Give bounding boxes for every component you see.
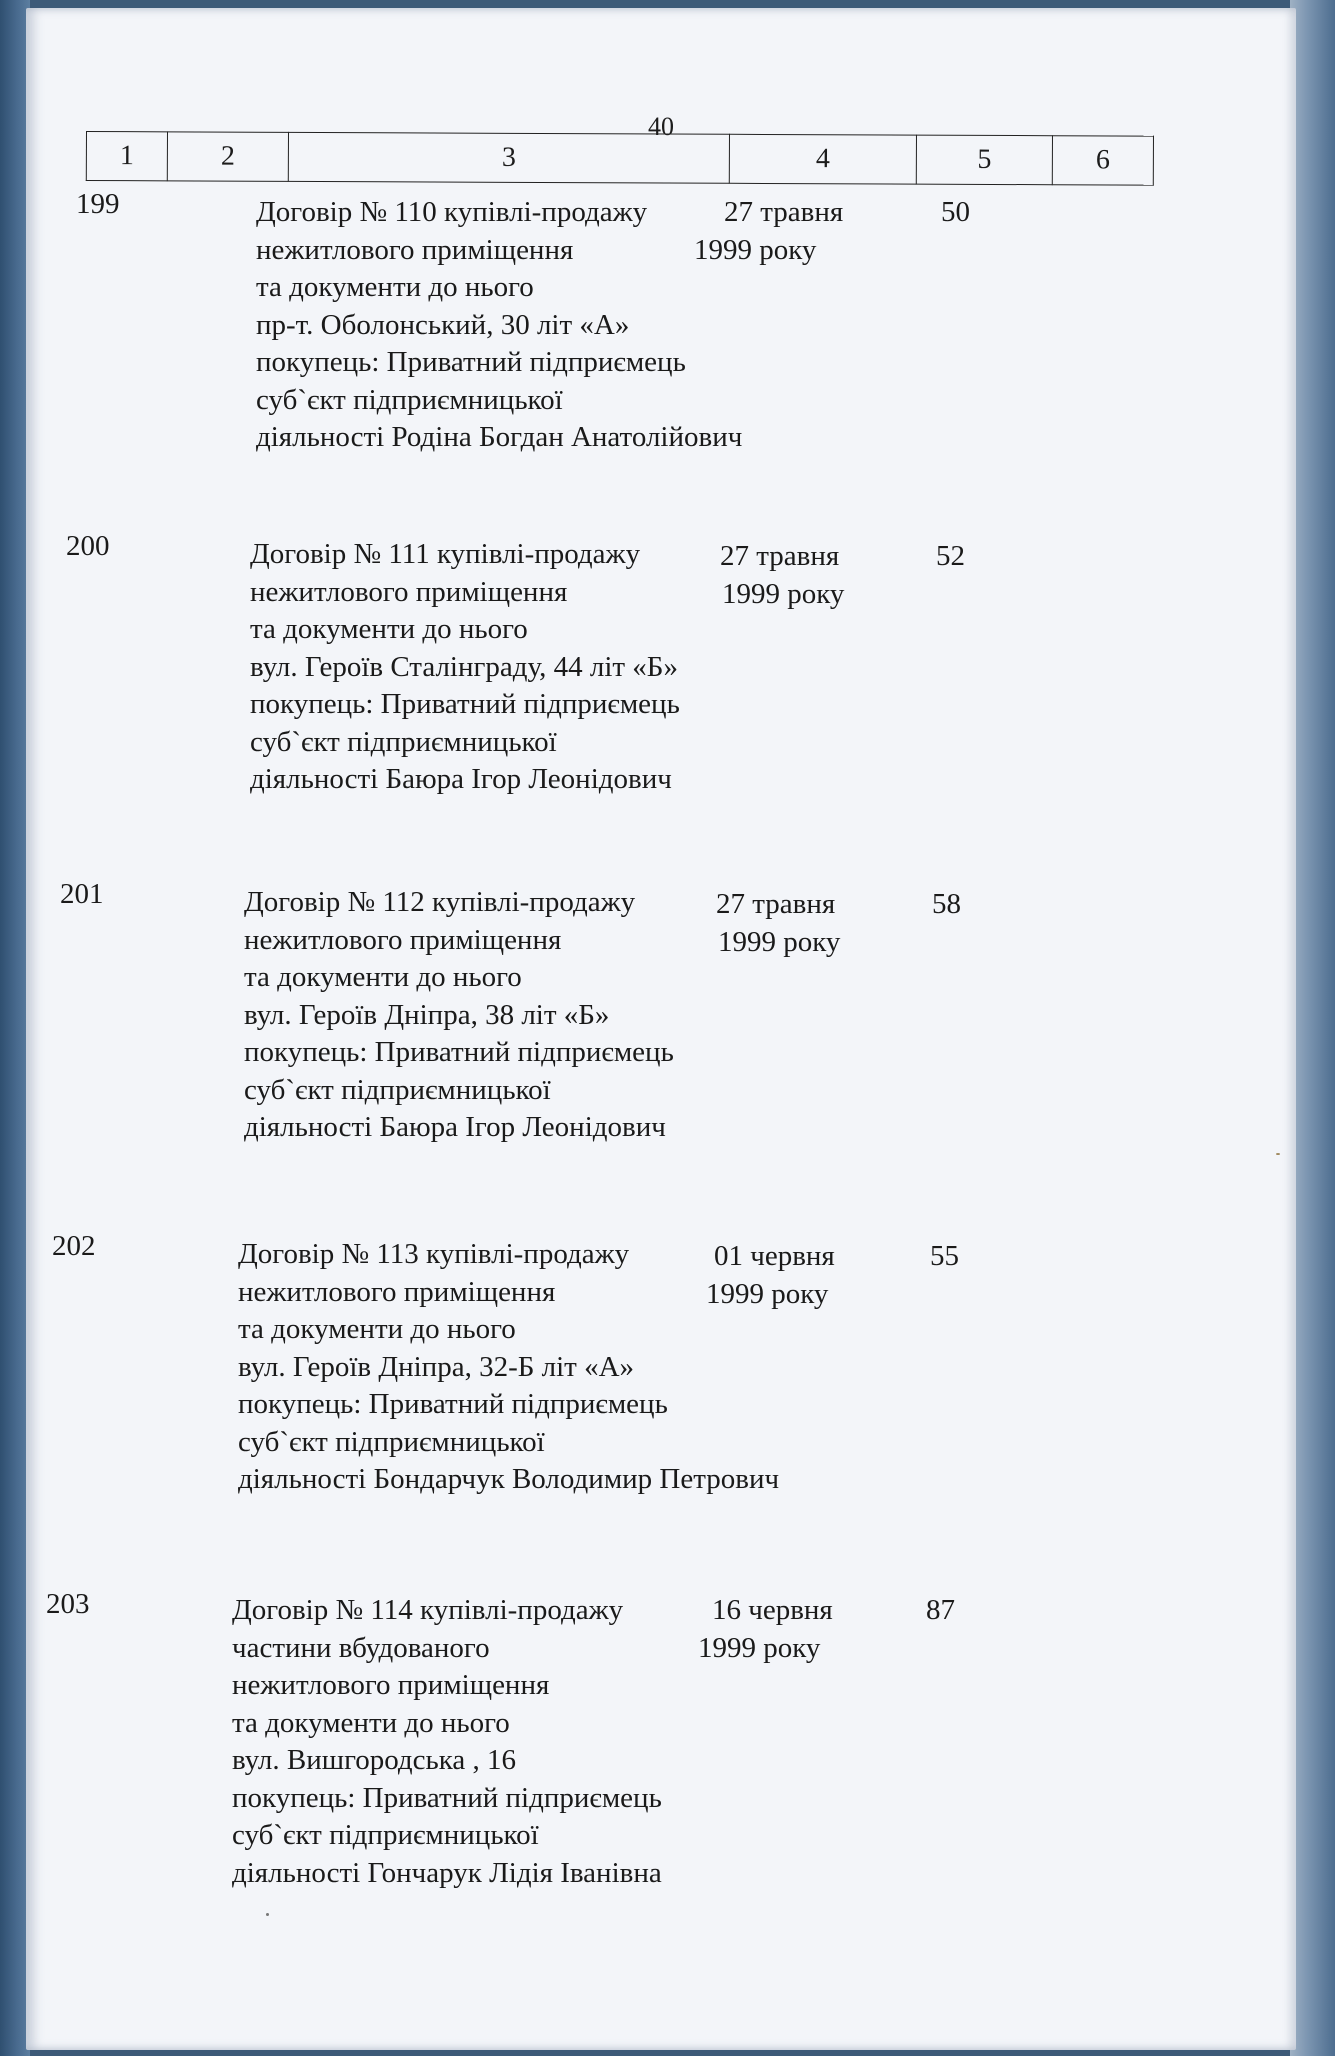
- description-line: покупець: Приватний підприємець: [250, 688, 680, 720]
- entry-pages: 58: [932, 888, 961, 920]
- entry-description: [256, 194, 742, 457]
- column-header-4: 4: [729, 134, 916, 184]
- entry-number: 200: [66, 530, 110, 562]
- entry-pages: 52: [936, 540, 965, 572]
- entry-date: [716, 886, 840, 961]
- paper-speck: [266, 1913, 269, 1916]
- description-line: та документи до нього: [250, 613, 528, 645]
- column-header-6: 6: [1052, 136, 1153, 185]
- entry-date-year: 1999 року: [718, 925, 841, 958]
- description-line: покупець: Приватний підприємець: [238, 1388, 668, 1420]
- description-line: нежитлового приміщення: [256, 233, 574, 266]
- description-line: Договір № 111 купівлі-продажу: [250, 538, 641, 570]
- column-header-1: 1: [86, 132, 167, 181]
- description-line: діяльності Бондарчук Володимир Петрович: [238, 1463, 780, 1495]
- description-line: та документи до нього: [244, 961, 522, 993]
- entry-description: [232, 1592, 662, 1892]
- column-header-table: [86, 131, 1154, 186]
- description-line: суб`єкт підприємницької: [238, 1425, 545, 1458]
- description-line: суб`єкт підприємницької: [256, 383, 563, 416]
- description-line: нежитлового приміщення: [250, 575, 568, 608]
- description-line: Договір № 112 купівлі-продажу: [244, 886, 636, 918]
- entry-date-year: 1999 року: [706, 1277, 829, 1310]
- entry-description: [244, 884, 674, 1147]
- entry-date-day: 01 червня: [714, 1240, 835, 1272]
- description-line: вул. Героїв Дніпра, 38 літ «Б»: [244, 998, 610, 1031]
- description-line: Договір № 110 купівлі-продажу: [256, 196, 648, 228]
- description-line: покупець: Приватний підприємець: [232, 1781, 662, 1814]
- description-line: діяльності Родіна Богдан Анатолійович: [256, 421, 743, 453]
- column-header-2: 2: [167, 132, 288, 182]
- entry-date: [706, 1238, 835, 1313]
- description-line: та документи до нього: [256, 271, 534, 303]
- entry-date-year: 1999 року: [722, 577, 845, 610]
- binder-edge-right: [1290, 0, 1335, 2056]
- description-line: суб`єкт підприємницької: [232, 1819, 539, 1851]
- entry-number: 203: [46, 1588, 90, 1620]
- description-line: діяльності Гончарук Лідія Іванівна: [232, 1856, 662, 1889]
- column-header-5: 5: [916, 135, 1052, 185]
- entry-date-day: 27 травня: [720, 540, 840, 572]
- entry-date-year: 1999 року: [694, 233, 817, 266]
- entry-date-year: 1999 року: [698, 1631, 821, 1664]
- entry-description: [238, 1236, 779, 1499]
- entry-pages: 87: [926, 1594, 955, 1626]
- description-line: вул. Героїв Сталінграду, 44 літ «Б»: [250, 650, 678, 683]
- entry-date: [698, 1592, 833, 1667]
- column-header-3: 3: [288, 132, 729, 183]
- description-line: діяльності Баюра Ігор Леонідович: [244, 1111, 666, 1143]
- description-line: нежитлового приміщення: [244, 923, 562, 956]
- description-line: частини вбудованого: [232, 1631, 490, 1664]
- document-page: [26, 8, 1296, 2050]
- description-line: покупець: Приватний підприємець: [256, 346, 686, 378]
- entry-date-day: 27 травня: [724, 196, 844, 228]
- entry-number: 202: [52, 1230, 96, 1262]
- description-line: та документи до нього: [238, 1313, 516, 1345]
- entry-date: [720, 538, 844, 613]
- description-line: нежитлового приміщення: [232, 1669, 550, 1701]
- description-line: Договір № 113 купівлі-продажу: [238, 1238, 630, 1270]
- description-line: вул. Вишгородська , 16: [232, 1744, 517, 1776]
- description-line: нежитлового приміщення: [238, 1275, 556, 1308]
- description-line: та документи до нього: [232, 1706, 510, 1739]
- description-line: суб`єкт підприємницької: [250, 725, 557, 758]
- description-line: покупець: Приватний підприємець: [244, 1036, 674, 1068]
- entry-number: 201: [60, 878, 104, 910]
- paper-speck: [1276, 1153, 1280, 1155]
- entry-date-day: 27 травня: [716, 888, 836, 920]
- entry-date: [694, 194, 844, 269]
- page-number: 40: [648, 112, 674, 141]
- entry-number: 199: [76, 188, 120, 220]
- description-line: суб`єкт підприємницької: [244, 1073, 551, 1106]
- entry-date-day: 16 червня: [712, 1594, 833, 1626]
- description-line: діяльності Баюра Ігор Леонідович: [250, 763, 672, 795]
- description-line: Договір № 114 купівлі-продажу: [232, 1594, 624, 1626]
- entry-pages: 55: [930, 1240, 959, 1272]
- entry-description: [250, 536, 680, 799]
- description-line: пр-т. Оболонський, 30 літ «А»: [256, 308, 630, 341]
- description-line: вул. Героїв Дніпра, 32-Б літ «А»: [238, 1350, 635, 1383]
- entry-pages: 50: [941, 196, 970, 228]
